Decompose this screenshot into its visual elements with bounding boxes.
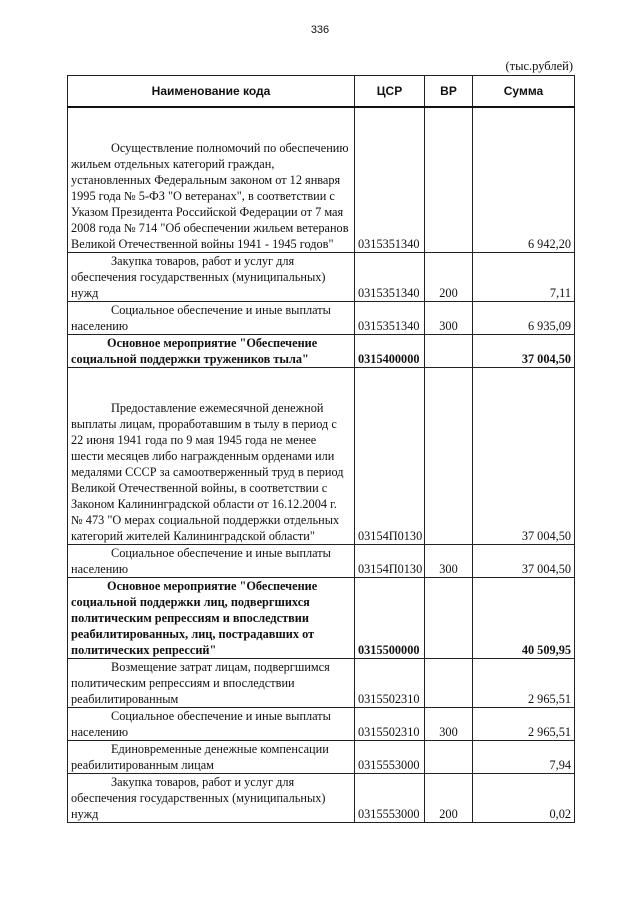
header-sum: Сумма	[473, 76, 575, 108]
row-name: Социальное обеспечение и иные выплаты населению	[71, 709, 331, 739]
row-vr: 200	[425, 774, 473, 823]
row-name-cell	[68, 659, 355, 708]
row-name: Единовременные денежные компенсации реабилитированным лицам	[71, 742, 329, 772]
table-header-row	[68, 76, 575, 108]
page-number: 336	[310, 24, 330, 36]
row-name-cell	[68, 545, 355, 578]
budget-table	[67, 75, 575, 823]
table-row	[68, 774, 575, 823]
row-vr	[425, 659, 473, 708]
row-sum: 37 004,50	[473, 368, 575, 545]
row-name-cell	[68, 107, 355, 253]
header-vr: ВР	[425, 76, 473, 108]
row-csr: 03154П0130	[355, 368, 425, 545]
row-name-cell	[68, 335, 355, 368]
row-csr: 0315502310	[355, 659, 425, 708]
row-csr: 0315351340	[355, 302, 425, 335]
row-sum: 0,02	[473, 774, 575, 823]
header-name: Наименование кода	[68, 76, 355, 108]
row-name: Основное мероприятие "Обеспечение социальной поддержки тружеников тыла"	[71, 336, 318, 366]
row-spacer	[71, 108, 351, 140]
row-name-cell	[68, 774, 355, 823]
row-csr: 0315400000	[355, 335, 425, 368]
row-name: Закупка товаров, работ и услуг для обеспечения государственных (муниципальных) нужд	[71, 254, 326, 300]
table-row	[68, 708, 575, 741]
row-name-cell	[68, 741, 355, 774]
table-row	[68, 253, 575, 302]
row-name: Предоставление ежемесячной денежной выплаты лицам, проработавшим в тылу в период с 22 июня 1941 года по 9 мая 1945 года не менее шести месяцев либо награжденным орденами или медалями СССР за самоотверженный труд в период Великой Отечественной войны, в соответствии с Законом Калининградской области от 16.12.2004 г. № 473 "О мерах социальной поддержки отдельных категорий жителей Калининградской области"	[71, 401, 344, 543]
row-csr: 0315553000	[355, 741, 425, 774]
row-sum: 2 965,51	[473, 708, 575, 741]
row-name: Закупка товаров, работ и услуг для обеспечения государственных (муниципальных) нужд	[71, 775, 326, 821]
row-sum: 7,94	[473, 741, 575, 774]
row-vr	[425, 368, 473, 545]
row-sum: 7,11	[473, 253, 575, 302]
table-row	[68, 545, 575, 578]
row-sum: 40 509,95	[473, 578, 575, 659]
row-csr: 0315351340	[355, 107, 425, 253]
row-csr: 03154П0130	[355, 545, 425, 578]
row-vr: 300	[425, 708, 473, 741]
row-name: Осуществление полномочий по обеспечению жильем отдельных категорий граждан, установленных Федеральным законом от 12 января 1995 года № 5-ФЗ "О ветеранах", в соответствии с Указом Президента Российской Федерации от 7 мая 2008 года № 714 "Об обеспечении жильем ветеранов Великой Отечественной войны 1941 - 1945 годов"	[71, 141, 349, 251]
header-csr: ЦСР	[355, 76, 425, 108]
row-sum: 6 935,09	[473, 302, 575, 335]
row-vr	[425, 335, 473, 368]
row-sum: 37 004,50	[473, 335, 575, 368]
row-vr	[425, 578, 473, 659]
row-name: Основное мероприятие "Обеспечение социальной поддержки лиц, подвергшихся политическим репрессиям и впоследствии реабилитированных, лиц, пострадавших от политических репрессий"	[71, 579, 318, 657]
row-csr: 0315500000	[355, 578, 425, 659]
units-label: (тыс.рублей)	[505, 59, 573, 73]
row-name-cell	[68, 578, 355, 659]
row-spacer	[71, 368, 351, 400]
row-name-cell	[68, 302, 355, 335]
row-name: Возмещение затрат лицам, подвергшимся политическим репрессиям и впоследствии реабилитированным	[71, 660, 330, 706]
row-vr: 300	[425, 302, 473, 335]
table-row	[68, 107, 575, 253]
table-row	[68, 741, 575, 774]
row-name-cell	[68, 368, 355, 545]
table-row	[68, 302, 575, 335]
row-sum: 2 965,51	[473, 659, 575, 708]
row-name-cell	[68, 253, 355, 302]
table-row	[68, 659, 575, 708]
row-csr: 0315351340	[355, 253, 425, 302]
row-csr: 0315553000	[355, 774, 425, 823]
row-vr: 300	[425, 545, 473, 578]
row-sum: 6 942,20	[473, 107, 575, 253]
row-name: Социальное обеспечение и иные выплаты населению	[71, 303, 331, 333]
table-row	[68, 368, 575, 545]
table-row	[68, 335, 575, 368]
row-name: Социальное обеспечение и иные выплаты населению	[71, 546, 331, 576]
row-name-cell	[68, 708, 355, 741]
row-sum: 37 004,50	[473, 545, 575, 578]
table-row	[68, 578, 575, 659]
row-vr	[425, 741, 473, 774]
table-body	[68, 107, 575, 823]
row-vr: 200	[425, 253, 473, 302]
row-csr: 0315502310	[355, 708, 425, 741]
row-vr	[425, 107, 473, 253]
